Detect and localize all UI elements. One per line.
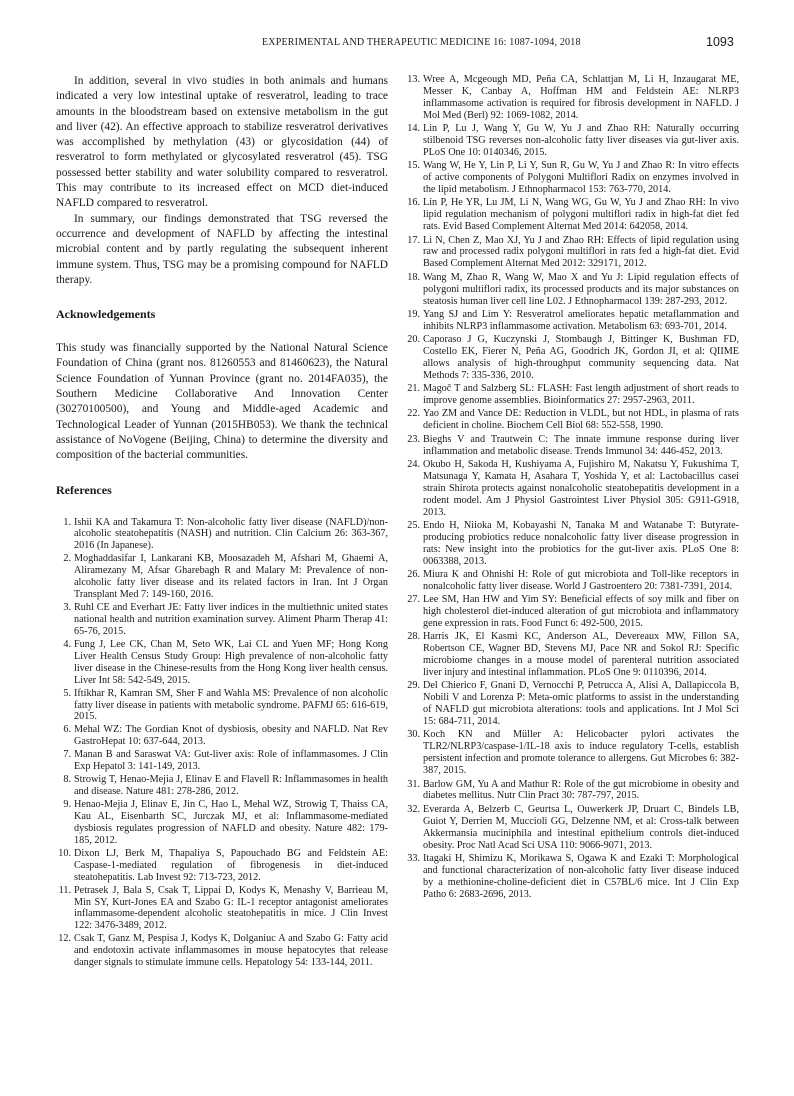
reference-text: Everarda A, Belzerb C, Geurtsa L, Ouwerkerk JP, Druart C, Bindels LB, Guiot Y, Derrien M, Muccioli GG, Delzenne NM, et al: Cross-talk between Akkermansia muciniphila and intestinal epithelium controls diet-induced obesity. Proc Natl Acad Sci USA 110: 9066-9071, 2013. [423,803,739,851]
reference-item [405,408,739,432]
reference-item [405,680,739,728]
reference-item [405,729,739,777]
reference-item [56,688,388,724]
reference-item [56,517,388,553]
reference-number: 9. [63,799,71,811]
acknowledgements-text: This study was financially supported by the National Natural Science Foundation of China (grant nos. 81260553 and 81460623), the Natural Science Foundation of Yunnan Province (grant no. 2014FA035), the Southern Medicine Collaborative And Innovation Center (30270100500), and Young and Middle-aged Academic and Technological Leader of Yunnan (2015HB053). We thank the technical assistance of NoVogene (Beijing, China) to determine the diversity and composition of the bacterial communities. [56,342,388,462]
reference-number: 4. [63,638,71,650]
reference-item [405,804,739,852]
reference-list-left [56,517,388,970]
page-number: 1093 [706,35,734,49]
reference-number: 32. [407,803,420,815]
body-paragraph-1: In addition, several in vivo studies in both animals and humans indicated a very low intestinal uptake of resveratrol, leading to trace amounts in the bloodstream based on extensive metabolism in the gut and liver (42). An effective approach to stabilize resveratrol derivatives was accomplished by methylation (43) or glycosidation (44) of resveratrol to form methylated or glycosylated resveratrol (45). TSG possessed better stability and water solubility compared to resveratrol. This may contribute to its increased effect on MCD diet-induced NAFLD compared to resveratrol. [56,75,388,210]
reference-text: Petrasek J, Bala S, Csak T, Lippai D, Kodys K, Menashy V, Barrieau M, Min SY, Kurt-Jones EA and Szabo G: IL-1 receptor antagonist ameliorates inflammasome-dependent alcoholic steatohepatitis in mice. J Clin Invest 122: 3476-3489, 2012. [74,884,388,932]
reference-text: Harris JK, El Kasmi KC, Anderson AL, Devereaux MW, Fillon SA, Robertson CE, Wagner BD, Stevens MJ, Pace NR and Sokol RJ: Specific microbiome changes in a mouse model of parenteral nutrition associated liver injury and intestinal inflammation. PLoS One 9: 0110396, 2014. [423,631,739,679]
reference-item [56,749,388,773]
reference-item [56,724,388,748]
reference-item [405,434,739,458]
reference-number: 1. [63,516,71,528]
reference-text: Lee SM, Han HW and Yim SY: Beneficial effects of soy milk and fiber on high cholesterol diet-induced alteration of gut microbiota and inflammatory gene expression in rats. Food Funct 6: 492-500, 2015. [423,594,739,629]
reference-number: 22. [407,408,420,420]
reference-number: 19. [407,308,420,320]
reference-number: 17. [407,234,420,246]
reference-text: Wang M, Zhao R, Wang W, Mao X and Yu J: Lipid regulation effects of polygoni multiflori radix, its processed products and its major substances on steatosis human liver cell line L02. J Ethnopharmacol 139: 287-293, 2012. [423,271,739,307]
reference-text: Endo H, Niioka M, Kobayashi N, Tanaka M and Watanabe T: Butyrate-producing probiotics reduce nonalcoholic fatty liver disease progression in rats: New insight into the probiotics for the gut-liver axis. PLoS One 8: 0063388, 2013. [423,519,739,567]
reference-item [405,309,739,333]
reference-item [405,334,739,382]
reference-number: 31. [407,778,420,790]
reference-number: 16. [407,197,420,209]
reference-number: 5. [63,687,71,699]
acknowledgements-heading: Acknowledgements [56,307,156,322]
reference-item [405,520,739,568]
reference-item [405,235,739,271]
reference-text: Dixon LJ, Berk M, Thapaliya S, Papouchado BG and Feldstein AE: Caspase-1-mediated regulation of fibrogenesis in diet-induced steatohepatitis. Lab Invest 92: 713-723, 2012. [74,847,388,883]
reference-item [405,631,739,679]
running-header [0,34,794,54]
reference-item [56,774,388,798]
body-paragraph-2: In summary, our findings demonstrated that TSG reversed the occurrence and development of NAFLD by affecting the intestinal microbial content and by partly regulating the subsequent inherent immune system. Thus, TSG may be a promising compound for NAFLD therapy. [56,212,388,286]
reference-number: 23. [407,433,420,445]
reference-number: 24. [407,458,420,470]
reference-number: 2. [63,553,71,565]
reference-number: 18. [407,271,420,283]
reference-item [405,272,739,308]
reference-item [405,594,739,630]
reference-text: Caporaso J G, Kuczynski J, Stombaugh J, Bittinger K, Bushman FD, Costello EK, Fierer N, Peña AG, Goodrich JK, Gordon JI, et al: QIIME allows analysis of high-throughput community sequencing data. Nat Methods 7: 335-336, 2010. [423,334,739,381]
reference-list-right [405,74,739,900]
reference-text: Yang SJ and Lim Y: Resveratrol ameliorates hepatic metaflammation and inhibits NLRP3 inflammasome activation. Metabolism 63: 693-701, 2014. [423,308,739,332]
reference-item [405,569,739,593]
reference-number: 15. [407,160,420,172]
reference-item [56,848,388,884]
reference-text: Manan B and Saraswat VA: Gut-liver axis: Role of inflammasomes. J Clin Exp Hepatol 3: 141-149, 2013. [74,749,388,773]
reference-text: Miura K and Ohnishi H: Role of gut microbiota and Toll-like receptors in nonalcoholic fatty liver disease. World J Gastroentero 20: 7381-7391, 2014. [423,568,739,592]
reference-item [56,553,388,601]
reference-number: 8. [63,774,71,786]
reference-text: Lin P, Lu J, Wang Y, Gu W, Yu J and Zhao RH: Naturally occurring stilbenoid TSG reverses non-alcoholic fatty liver diseases via gut-liver axis. PLoS One 10: 0140346, 2015. [423,123,739,158]
reference-item [405,779,739,803]
reference-number: 10. [58,847,71,859]
reference-number: 28. [407,631,420,643]
reference-item [405,197,739,233]
reference-number: 7. [63,749,71,761]
reference-item [56,602,388,638]
reference-text: Henao-Mejia J, Elinav E, Jin C, Hao L, Mehal WZ, Strowig T, Thaiss CA, Kau AL, Eisenbarth SC, Jurczak MJ, et al: Inflammasome-mediated dysbiosis regulates progression of NAFLD and obesity. Nature 482: 179-185, 2012. [74,799,388,846]
reference-text: Ruhl CE and Everhart JE: Fatty liver indices in the multiethnic united states national health and nutrition examination survey. Aliment Pharm Therap 41: 65-76, 2015. [74,602,388,637]
reference-number: 30. [407,729,420,741]
reference-number: 6. [63,724,71,736]
reference-number: 21. [407,383,420,395]
reference-number: 20. [407,334,420,346]
reference-item [56,639,388,687]
reference-text: Li N, Chen Z, Mao XJ, Yu J and Zhao RH: Effects of lipid regulation using raw and processed radix polygoni multiflori in rats fed a high-fat diet. Evid Based Complement Alternat Med 2012: 329171, 2012. [423,234,739,270]
reference-item [405,160,739,196]
reference-number: 12. [58,933,71,945]
reference-text: Strowig T, Henao-Mejia J, Elinav E and Flavell R: Inflammasomes in health and disease. Nature 481: 278-286, 2012. [74,774,388,798]
reference-number: 27. [407,594,420,606]
reference-text: Itagaki H, Shimizu K, Morikawa S, Ogawa K and Ezaki T: Morphological and functional characterization of non-alcoholic fatty liver disease induced by a methionine-choline-deficient diet in C57BL/6 mice. Int J Clin Exp Patho 6: 2683-2696, 2013. [423,852,739,900]
reference-text: Moghaddasifar I, Lankarani KB, Moosazadeh M, Afshari M, Ghaemi A, Aliramezany M, Afsar Gharebagh R and Malary M: Prevalence of non-alcoholic fatty liver disease and its related factors in Iran. Int J Organ Transplant Med 7: 149-160, 2016. [74,553,388,601]
reference-number: 14. [407,123,420,135]
reference-item [405,853,739,901]
reference-text: Ishii KA and Takamura T: Non-alcoholic fatty liver disease (NAFLD)/non-alcoholic steatohepatitis (NASH) and nutrition. Clin Calcium 26: 363-367, 2016 (In Japanese). [74,516,388,552]
references-heading: References [56,482,112,497]
left-column [56,74,388,970]
right-column [405,74,739,902]
reference-text: Mehal WZ: The Gordian Knot of dysbiosis, obesity and NAFLD. Nat Rev GastroHepat 10: 637-644, 2013. [74,724,388,748]
reference-text: Bieghs V and Trautwein C: The innate immune response during liver inflammation and metabolic disease. Trends Immunol 34: 446-452, 2013. [423,433,739,457]
reference-text: Wree A, Mcgeough MD, Peña CA, Schlattjan M, Li H, Inzaugarat ME, Messer K, Canbay A, Hoffman HM and Feldstein AE: NLRP3 inflammasome activation is required for fibrosis development in NAFLD. J Mol Med (Berl) 92: 1069-1082, 2014. [423,74,739,121]
reference-text: Lin P, He YR, Lu JM, Li N, Wang WG, Gu W, Yu J and Zhao RH: In vivo lipid regulation mechanism of polygoni multiflori radix in high-fat diet fed rats. Evid Based Complement Alternat Med 2014: 642058, 2014. [423,197,739,233]
reference-item [405,383,739,407]
reference-item [56,799,388,847]
reference-text: Csak T, Ganz M, Pespisa J, Kodys K, Dolganiuc A and Szabo G: Fatty acid and endotoxin activate inflammasomes in mouse hepatocytes that release danger signals to stimulate immune cells. Hepatology 54: 133-144, 2011. [74,933,388,969]
reference-text: Iftikhar R, Kamran SM, Sher F and Wahla MS: Prevalence of non alcoholic fatty liver disease in patients with metabolic syndrome. PAFMJ 65: 616-619, 2015. [74,687,388,723]
reference-item [405,74,739,122]
reference-text: Magoč T and Salzberg SL: FLASH: Fast length adjustment of short reads to improve genome assemblies. Bioinformatics 27: 2957-2963, 2011. [423,383,739,407]
reference-number: 13. [407,74,420,85]
reference-number: 33. [407,852,420,864]
reference-text: Fung J, Lee CK, Chan M, Seto WK, Lai CL and Yuen MF; Hong Kong Liver Health Census Study Group: High prevalence of non-alcoholic fatty liver disease in the Chinese-results from the Hong Kong liver health census. Liver Int 58: 542-549, 2015. [74,638,388,686]
journal-title: EXPERIMENTAL AND THERAPEUTIC MEDICINE 16: 1087-1094, 2018 [262,37,581,48]
reference-item [405,123,739,159]
reference-text: Barlow GM, Yu A and Mathur R: Role of the gut microbiome in obesity and diabetes mellitus. Nutr Clin Pract 30: 787-797, 2015. [423,778,739,802]
reference-item [56,885,388,933]
reference-number: 26. [407,568,420,580]
reference-number: 29. [407,680,420,692]
reference-number: 11. [58,884,71,896]
reference-number: 25. [407,519,420,531]
reference-text: Okubo H, Sakoda H, Kushiyama A, Fujishiro M, Nakatsu Y, Fukushima T, Matsunaga Y, Kamata H, Asahara T, Yoshida Y, et al: Lactobacillus casei strain Shirota protects against nonalcoholic steatohepatitis development in a rodent model. Am J Physiol Gastrointest Liver Physiol 305: G911-G918, 2013. [423,458,739,518]
reference-text: Koch KN and Müller A: Helicobacter pylori activates the TLR2/NLRP3/caspase-1/IL-18 axis to induce regulatory T-cells, establish persistent infection and promote tolerance to allergens. Gut Microbes 6: 382-387, 2015. [423,729,739,777]
reference-item [56,933,388,969]
reference-text: Wang W, He Y, Lin P, Li Y, Sun R, Gu W, Yu J and Zhao R: In vitro effects of active components of Polygoni Multiflori Radix on enzymes involved in the lipid metabolism. J Ethnopharmacol 153: 763-770, 2014. [423,160,739,196]
reference-text: Del Chierico F, Gnani D, Vernocchi P, Petrucca A, Alisi A, Dallapiccola B, Nobili V and Lorenza P: Meta-omic platforms to assist in the understanding of NAFLD gut microbiota alterations: tools and applications. Int J Mol Sci 15: 684-711, 2014. [423,680,739,728]
reference-item [405,459,739,519]
reference-text: Yao ZM and Vance DE: Reduction in VLDL, but not HDL, in plasma of rats deficient in choline. Biochem Cell Biol 68: 552-558, 1990. [423,408,739,432]
reference-number: 3. [63,602,71,614]
